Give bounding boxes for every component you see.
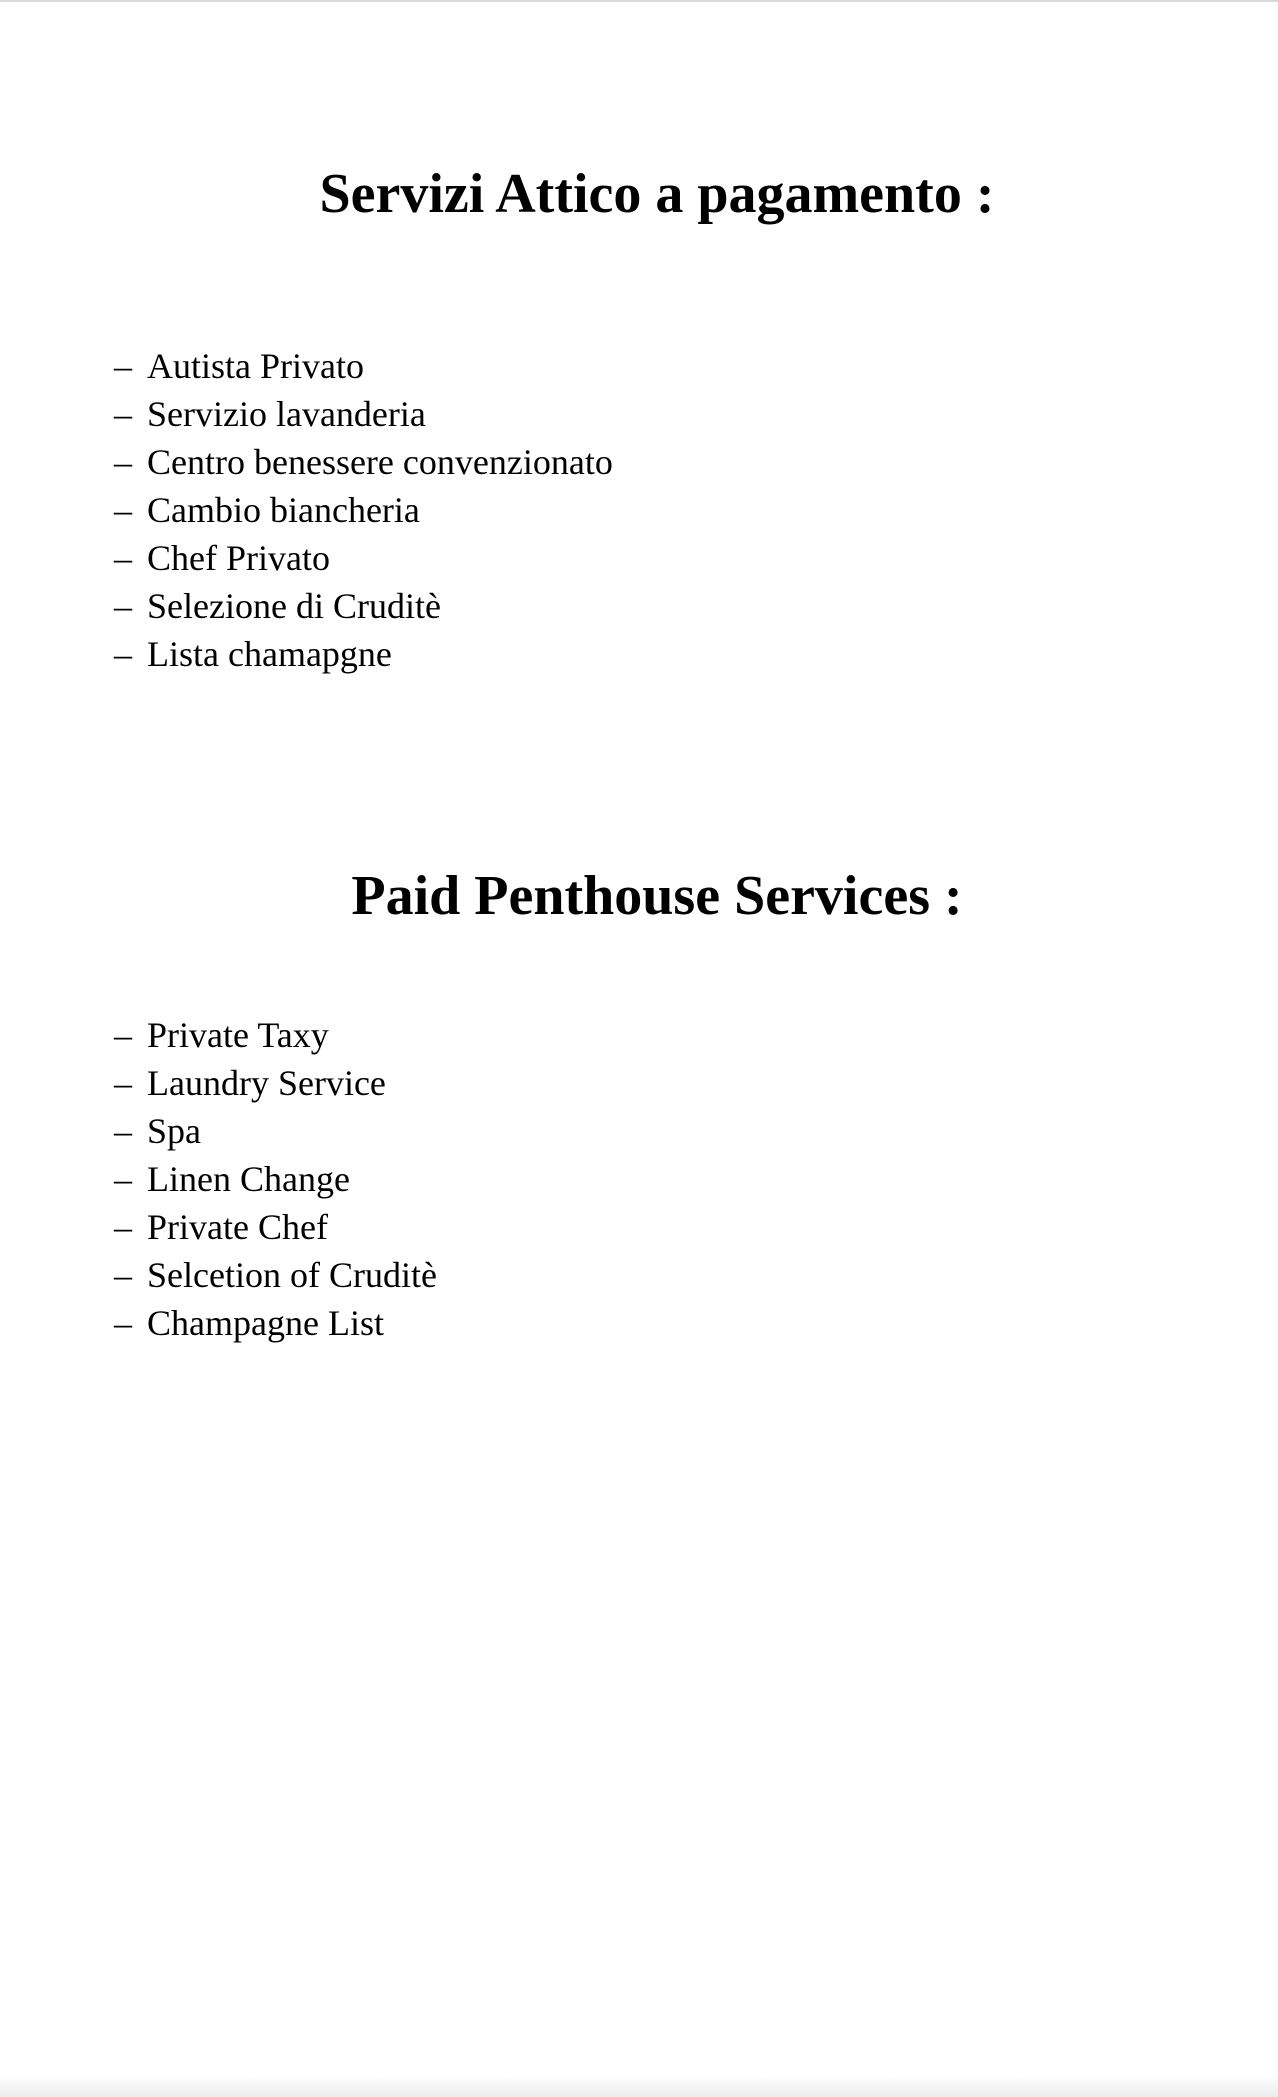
- list-item: [114, 534, 613, 582]
- bullet-dash: –: [114, 634, 132, 674]
- list-item: [114, 1155, 437, 1203]
- bullet-dash: –: [114, 586, 132, 626]
- list-item: [114, 1203, 437, 1251]
- list-item-label: Selcetion of Cruditè: [147, 1255, 437, 1295]
- list-item-label: Spa: [147, 1111, 201, 1151]
- list-item-label: Linen Change: [147, 1159, 350, 1199]
- bottom-edge-shadow: [0, 2075, 1278, 2097]
- list-item: [114, 630, 613, 678]
- list-item-label: Servizio lavanderia: [147, 394, 426, 434]
- bullet-dash: –: [114, 1015, 132, 1055]
- bullet-dash: –: [114, 1063, 132, 1103]
- bullet-dash: –: [114, 1303, 132, 1343]
- list-item-label: Private Taxy: [147, 1015, 329, 1055]
- list-item: [114, 486, 613, 534]
- top-divider: [0, 0, 1278, 2]
- list-item-label: Chef Privato: [147, 538, 330, 578]
- bullet-dash: –: [114, 490, 132, 530]
- bullet-dash: –: [114, 1159, 132, 1199]
- list-item: [114, 390, 613, 438]
- bullet-dash: –: [114, 394, 132, 434]
- list-item: [114, 1059, 437, 1107]
- list-item-label: Centro benessere convenzionato: [147, 442, 613, 482]
- list-item-label: Selezione di Cruditè: [147, 586, 441, 626]
- bullet-dash: –: [114, 538, 132, 578]
- services-list-english: [114, 1011, 437, 1347]
- section-title-english: Paid Penthouse Services :: [351, 865, 963, 927]
- list-item-label: Private Chef: [147, 1207, 328, 1247]
- bullet-dash: –: [114, 1255, 132, 1295]
- list-item-label: Champagne List: [147, 1303, 384, 1343]
- list-item: [114, 1107, 437, 1155]
- list-item: [114, 1251, 437, 1299]
- list-item-label: Cambio biancheria: [147, 490, 420, 530]
- section-title-italian: Servizi Attico a pagamento :: [319, 163, 995, 225]
- list-item: [114, 1299, 437, 1347]
- list-item-label: Lista chamapgne: [147, 634, 392, 674]
- list-item: [114, 438, 613, 486]
- list-item-label: Autista Privato: [147, 346, 364, 386]
- bullet-dash: –: [114, 1207, 132, 1247]
- list-item: [114, 582, 613, 630]
- list-item-label: Laundry Service: [147, 1063, 386, 1103]
- bullet-dash: –: [114, 442, 132, 482]
- list-item: [114, 342, 613, 390]
- services-list-italian: [114, 342, 613, 678]
- bullet-dash: –: [114, 346, 132, 386]
- list-item: [114, 1011, 437, 1059]
- bullet-dash: –: [114, 1111, 132, 1151]
